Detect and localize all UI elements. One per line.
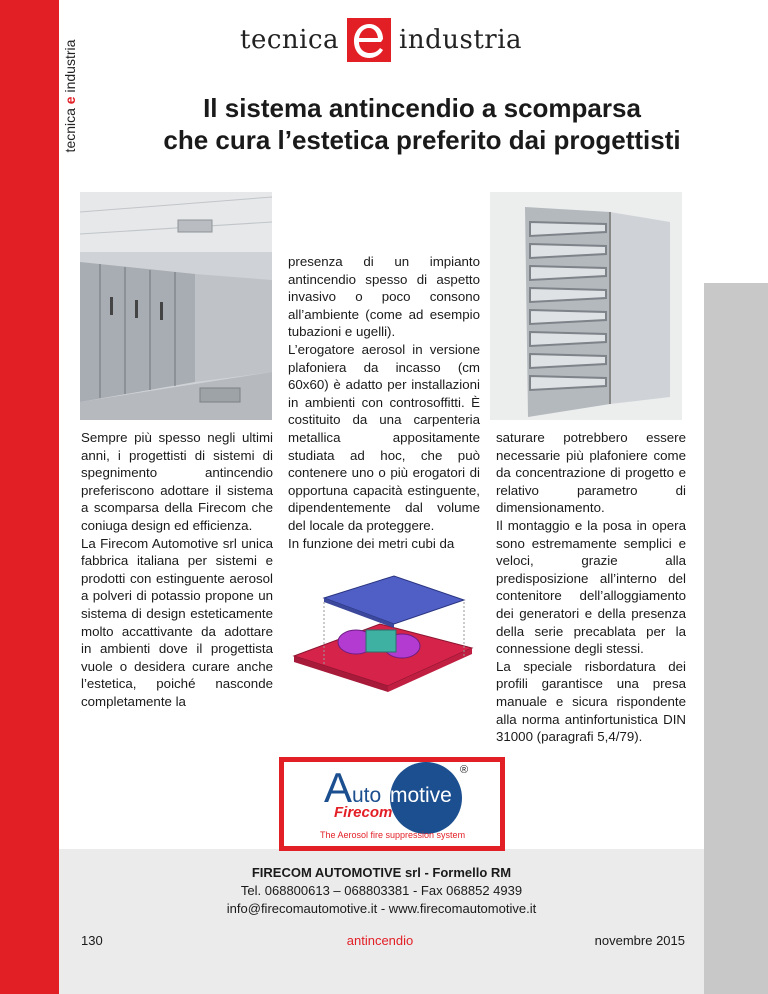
title-line-1: Il sistema antincendio a scomparsa [203,93,641,123]
photo-server-room [80,192,272,420]
paragraph: La Firecom Automotive srl unica fabbrica italiana per sistemi e prodotti con estinguente aerosol a polveri di potassio propone un sistema di design esteticamente molto accattivante da adottare in ambienti dove il progettista vuole o desidera curare anche l’estetica, poiché nasconde completamente la [81,535,273,709]
masthead-e-logo-icon [347,18,391,62]
article-title [88,92,756,156]
text-column-1 [81,429,273,711]
web-line: info@firecomautomotive.it - www.firecomautomotive.it [226,901,537,916]
paragraph: saturare potrebbero essere necessarie più plafoniere come da concentrazione di progetto e relativo parametro di dimensionamento. [496,430,686,516]
logo-firecom: Firecom [334,804,393,821]
text-column-2 [288,253,480,552]
side-label: tecnica e industria [62,39,78,153]
issue-date: novembre 2015 [594,933,685,948]
paragraph: In funzione dei metri cubi da [288,535,455,551]
logo-tagline: The Aerosol fire suppression system [320,830,466,840]
left-red-band [0,0,59,994]
masthead-left: tecnica [240,25,340,55]
paragraph: La speciale risbordatura dei profili garantisce una presa manuale e sicura rispondente alla norma antinfortunistica DIN 31000 (paragrafi 5,4/79). [496,658,686,745]
paragraph: Sempre più spesso negli ultimi anni, i progettisti di sistemi di spegnimento antincendio preferiscono adottare il sistema a scomparsa della Firecom che coniuga design ed efficienza. [81,430,273,533]
paragraph: L’erogatore aerosol in versione plafoniera da incasso (cm 60x60) è adatto per installazioni in ambienti con controsoffitti. È costituito da una carpenteria metallica appositamente studiata ad hoc, che può contenere uno o più erogatori di opportuna capacità estinguente, dipendentemente dal volume del locale da proteggere. [288,341,480,533]
phone-line: Tel. 068800613 – 068803381 - Fax 068852 4939 [240,883,523,898]
registered-mark: ® [460,764,469,776]
page-number: 130 [81,933,103,948]
right-grey-band [704,283,768,994]
text-column-3 [496,429,686,746]
photo-louvered-unit [490,192,682,420]
contact-block [59,864,704,918]
section-label: antincendio [346,933,414,948]
title-line-2: che cura l’estetica preferito dai progettisti [163,125,681,155]
logo-text: uto [352,784,382,807]
firecom-logo [279,757,505,851]
drawing-ceiling-unit [284,568,480,698]
company-name: FIRECOM AUTOMOTIVE srl - Formello RM [251,865,512,880]
paragraph: Il montaggio e la posa in opera sono estremamente semplici e veloci, grazie alla predisposizione all’interno del contenitore dell’alloggiamento dei generatori e della presenza della serie precablata per la connessione degli stessi. [496,517,686,657]
masthead [240,20,522,60]
logo-letter: A [324,764,353,811]
masthead-right: industria [399,25,523,55]
logo-text: motive [390,784,452,807]
paragraph: presenza di un impianto antincendio spesso di aspetto invasivo o poco consono all’ambiente (come ad esempio tubazioni e ugelli). [288,254,480,340]
